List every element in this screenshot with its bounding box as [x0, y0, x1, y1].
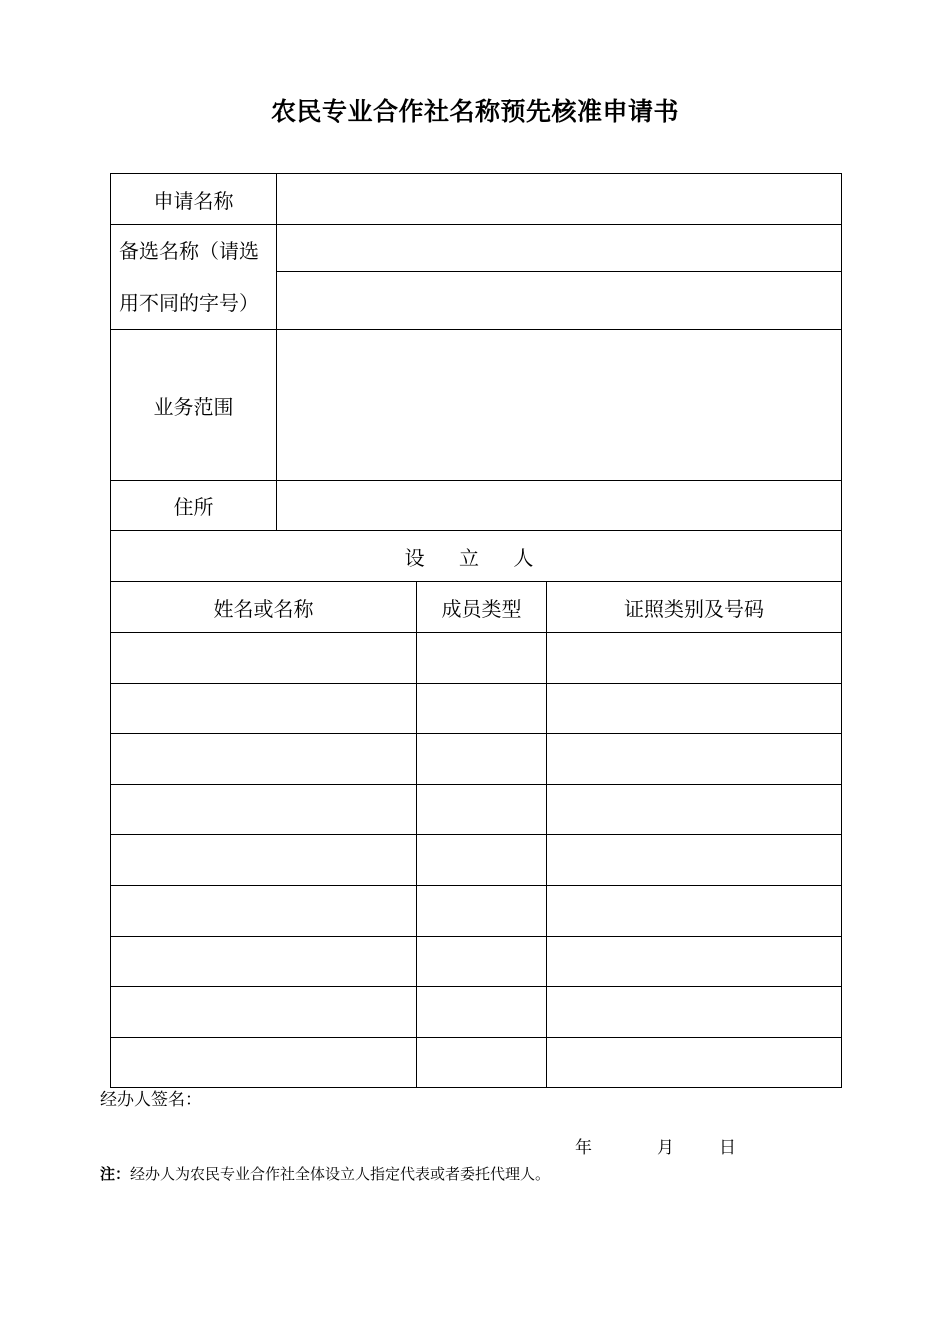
- table-row: [111, 1038, 842, 1088]
- table-row: [111, 835, 842, 886]
- founder-name-cell[interactable]: [111, 987, 417, 1038]
- alt-name-label: [111, 225, 277, 330]
- founder-member-type-cell[interactable]: [417, 937, 547, 987]
- founders-col-member-type: 成员类型: [417, 582, 547, 633]
- note-label: 注：: [100, 1165, 131, 1183]
- founder-id-cell[interactable]: [547, 734, 842, 785]
- table-row: [111, 987, 842, 1038]
- alt-name-label-line2: 用不同的字号）: [119, 291, 259, 315]
- founder-name-cell[interactable]: [111, 633, 417, 684]
- founder-member-type-cell[interactable]: [417, 987, 547, 1038]
- address-field[interactable]: [277, 481, 842, 531]
- year-label: 年: [575, 1138, 592, 1158]
- alt-name-label-line1: 备选名称（请选: [119, 239, 259, 263]
- alt-name-field-1[interactable]: [277, 225, 842, 272]
- founder-id-cell[interactable]: [547, 633, 842, 684]
- founder-id-cell[interactable]: [547, 835, 842, 886]
- business-scope-field[interactable]: [277, 330, 842, 481]
- address-label: 住所: [111, 481, 277, 531]
- founder-id-cell[interactable]: [547, 1038, 842, 1088]
- signer-label: 经办人签名：: [100, 1090, 202, 1110]
- founder-member-type-cell[interactable]: [417, 785, 547, 835]
- founder-member-type-cell[interactable]: [417, 734, 547, 785]
- founder-id-cell[interactable]: [547, 785, 842, 835]
- founder-id-cell[interactable]: [547, 937, 842, 987]
- founder-name-cell[interactable]: [111, 835, 417, 886]
- day-label: 日: [719, 1138, 736, 1158]
- month-label: 月: [657, 1138, 674, 1158]
- application-form-table: [110, 173, 842, 1088]
- founder-member-type-cell[interactable]: [417, 886, 547, 937]
- founders-section-header: 设 立 人: [111, 531, 842, 582]
- founders-col-id-type-number: 证照类别及号码: [547, 582, 842, 633]
- founders-col-name: 姓名或名称: [111, 582, 417, 633]
- table-row: [111, 785, 842, 835]
- business-scope-label: 业务范围: [111, 330, 277, 481]
- footnote: [100, 1163, 550, 1184]
- founder-name-cell[interactable]: [111, 937, 417, 987]
- founder-name-cell[interactable]: [111, 785, 417, 835]
- alt-name-field-2[interactable]: [277, 271, 842, 329]
- table-row: [111, 734, 842, 785]
- founder-id-cell[interactable]: [547, 684, 842, 734]
- table-row: [111, 633, 842, 684]
- note-text: 经办人为农民专业合作社全体设立人指定代表或者委托代理人。: [130, 1165, 551, 1183]
- founder-id-cell[interactable]: [547, 886, 842, 937]
- table-row: [111, 937, 842, 987]
- founder-member-type-cell[interactable]: [417, 1038, 547, 1088]
- founder-member-type-cell[interactable]: [417, 633, 547, 684]
- founder-name-cell[interactable]: [111, 1038, 417, 1088]
- apply-name-label: 申请名称: [111, 174, 277, 225]
- apply-name-field[interactable]: [277, 174, 842, 225]
- founder-name-cell[interactable]: [111, 886, 417, 937]
- founder-name-cell[interactable]: [111, 734, 417, 785]
- founder-name-cell[interactable]: [111, 684, 417, 734]
- founder-id-cell[interactable]: [547, 987, 842, 1038]
- founder-member-type-cell[interactable]: [417, 684, 547, 734]
- table-row: [111, 684, 842, 734]
- page-title: 农民专业合作社名称预先核准申请书: [270, 97, 679, 126]
- founder-member-type-cell[interactable]: [417, 835, 547, 886]
- table-row: [111, 886, 842, 937]
- date-line: [575, 1133, 736, 1158]
